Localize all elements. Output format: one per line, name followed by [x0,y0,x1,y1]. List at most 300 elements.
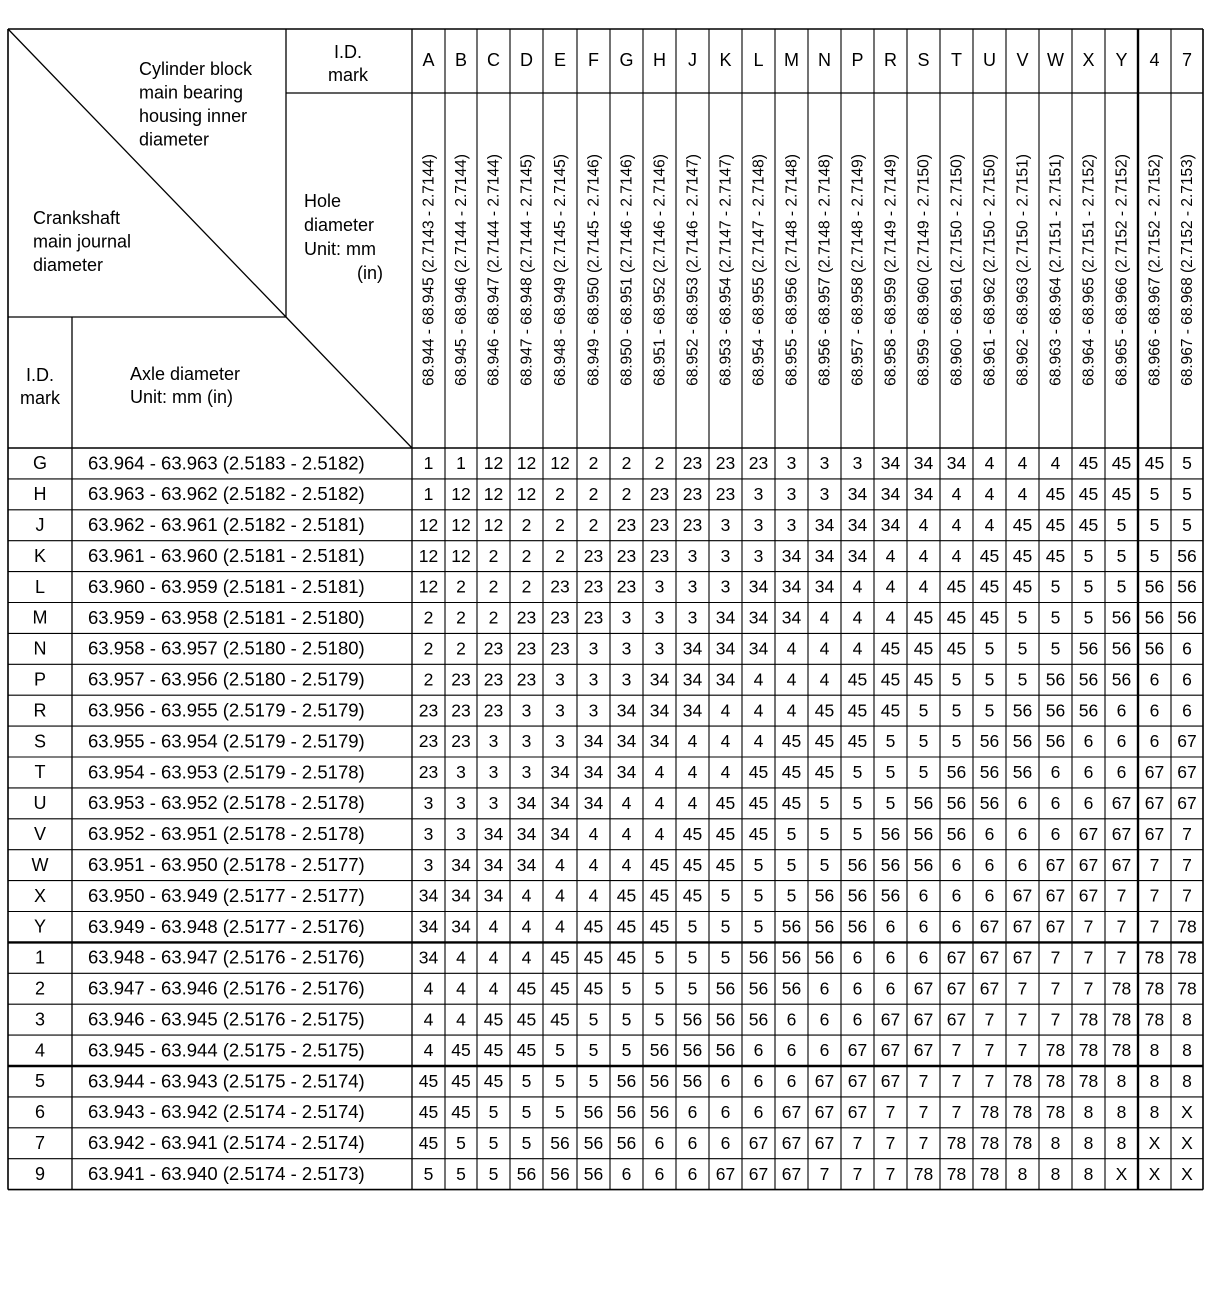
bearing-grade-cell: 5 [852,762,863,783]
bearing-grade-cell: 45 [946,607,967,628]
bearing-grade-cell: 3 [521,700,532,721]
bearing-grade-cell: 2 [555,483,565,504]
bearing-grade-cell: 4 [984,453,995,474]
bearing-grade-cell: 6 [720,1071,731,1092]
bearing-grade-cell: 7 [918,1132,929,1153]
bearing-grade-cell: 8 [1083,1163,1094,1184]
bearing-grade-cell: 6 [819,1009,830,1030]
bearing-grade-cell: 7 [951,1101,962,1122]
bearing-grade-cell: 67 [913,1009,934,1030]
bearing-grade-cell: 5 [1050,607,1061,628]
bearing-grade-cell: 56 [814,916,835,937]
bearing-grade-cell: 3 [687,607,698,628]
bearing-grade-cell: 23 [682,514,703,535]
row-axle-diameter: 63.951 - 63.950 (2.5178 - 2.5177) [88,854,365,876]
bearing-grade-cell: 5 [1149,545,1160,566]
bearing-grade-cell: 8 [1149,1040,1160,1061]
bearing-grade-cell: X [1181,1163,1193,1184]
bearing-grade-cell: 6 [1182,669,1192,690]
bearing-grade-cell: 2 [456,607,466,628]
row-id-mark: U [33,793,47,814]
bearing-grade-cell: 5 [555,1071,565,1092]
bearing-grade-cell: 2 [588,453,599,474]
bearing-grade-cell: 5 [852,823,863,844]
bearing-grade-cell: 5 [521,1071,532,1092]
crankshaft-label: Crankshaft [33,207,121,228]
bearing-grade-cell: 6 [654,1132,665,1153]
bearing-grade-cell: 56 [649,1071,670,1092]
diagonal-line [286,317,412,448]
bearing-grade-cell: 23 [550,576,570,597]
bearing-grade-cell: 6 [720,1132,731,1153]
bearing-grade-cell: X [1148,1132,1161,1153]
bearing-grade-cell: 34 [781,607,802,628]
column-id-mark: R [884,49,897,70]
bearing-grade-cell: 4 [720,762,731,783]
bearing-grade-cell: 67 [814,1071,835,1092]
row-id-mark: V [33,824,47,844]
bearing-grade-cell: 5 [1149,483,1160,504]
bearing-grade-cell: 56 [979,762,1000,783]
bearing-grade-cell: 4 [786,700,797,721]
bearing-grade-cell: 3 [621,638,632,659]
bearing-grade-cell: 34 [649,731,670,752]
bearing-grade-cell: 45 [516,1040,537,1061]
bearing-grade-cell: 6 [753,1040,764,1061]
bearing-grade-cell: 67 [748,1163,769,1184]
bearing-grade-cell: 4 [654,792,665,813]
bearing-grade-cell: 67 [1078,823,1099,844]
bearing-grade-cell: 67 [1045,854,1066,875]
hole-diameter-unit: Unit: mm [304,238,376,259]
bearing-grade-cell: 56 [715,1040,736,1061]
bearing-grade-cell: 78 [1177,916,1197,937]
bearing-grade-cell: 5 [1017,638,1028,659]
bearing-grade-cell: 6 [1083,762,1094,783]
bearing-grade-cell: 2 [488,545,499,566]
bearing-grade-cell: 3 [753,514,764,535]
bearing-grade-cell: 67 [946,947,967,968]
bearing-grade-cell: 5 [819,854,830,875]
bearing-grade-cell: 67 [781,1101,802,1122]
column-hole-diameter: 68.955 - 68.956 (2.7148 - 2.7148) [783,154,801,386]
bearing-grade-cell: 4 [687,731,698,752]
bearing-grade-cell: 45 [1078,483,1099,504]
bearing-grade-cell: 45 [583,947,604,968]
row-axle-diameter: 63.960 - 63.959 (2.5181 - 2.5181) [88,575,365,597]
column-hole-diameter: 68.966 - 68.967 (2.7152 - 2.7152) [1146,154,1164,386]
bearing-grade-cell: 56 [1078,669,1099,690]
bearing-grade-cell: 12 [451,483,471,504]
bearing-grade-cell: 2 [423,607,434,628]
column-id-mark: G [619,49,634,70]
bearing-grade-cell: 12 [418,514,439,535]
bearing-grade-cell: 23 [715,453,736,474]
bearing-grade-cell: 34 [583,731,604,752]
bearing-grade-cell: 45 [418,1132,439,1153]
bearing-grade-cell: 4 [951,545,962,566]
bearing-grade-cell: 12 [550,453,570,474]
bearing-grade-cell: 2 [456,576,466,597]
bearing-grade-cell: 6 [885,978,896,999]
row-axle-diameter: 63.949 - 63.948 (2.5177 - 2.5176) [88,915,365,937]
bearing-grade-cell: 56 [682,1040,703,1061]
bearing-grade-cell: 67 [1045,885,1066,906]
bearing-grade-cell: 34 [781,576,802,597]
bearing-grade-cell: 4 [753,731,764,752]
bearing-grade-cell: 3 [819,453,830,474]
bearing-grade-cell: 7 [1017,1009,1028,1030]
bearing-grade-cell: 7 [951,1071,962,1092]
bearing-grade-cell: 67 [847,1040,868,1061]
column-hole-diameter: 68.965 - 68.966 (2.7152 - 2.7152) [1113,154,1131,386]
column-hole-diameter: 68.961 - 68.962 (2.7150 - 2.7150) [981,154,999,386]
bearing-grade-cell: 5 [1182,453,1192,474]
bearing-grade-cell: 7 [918,1071,929,1092]
bearing-grade-cell: 56 [748,1009,769,1030]
axle-diameter-unit: Unit: mm (in) [130,386,233,407]
bearing-grade-cell: 56 [1045,700,1066,721]
row-id-mark: 6 [34,1102,46,1123]
column-hole-diameter: 68.949 - 68.950 (2.7145 - 2.7146) [585,154,603,386]
bearing-grade-cell: 6 [786,1071,797,1092]
column-id-mark: J [688,49,697,70]
bearing-grade-cell: 23 [516,607,537,628]
row-axle-diameter: 63.954 - 63.953 (2.5179 - 2.5178) [88,761,365,783]
axle-diameter-label: Axle diameter [130,363,241,384]
bearing-grade-cell: 4 [654,823,665,844]
bearing-grade-cell: 45 [913,669,934,690]
bearing-grade-cell: 78 [913,1163,934,1184]
bearing-grade-cell: 5 [488,1101,499,1122]
bearing-grade-cell: 7 [984,1009,995,1030]
bearing-grade-cell: 3 [753,483,764,504]
bearing-grade-cell: 3 [423,854,434,875]
bearing-grade-cell: 56 [748,978,769,999]
column-id-mark: L [753,49,764,70]
bearing-grade-cell: 56 [682,1009,703,1030]
column-hole-diameter: 68.962 - 68.963 (2.7150 - 2.7151) [1014,154,1032,386]
row-axle-diameter: 63.952 - 63.951 (2.5178 - 2.5178) [88,823,365,845]
bearing-grade-cell: 23 [418,762,439,783]
id-mark-column-header: mark [328,64,368,85]
bearing-grade-cell: 7 [1017,978,1028,999]
bearing-grade-cell: 4 [423,1040,434,1061]
bearing-grade-cell: 45 [847,669,868,690]
bearing-grade-cell: 5 [687,916,698,937]
column-hole-diameter: 68.948 - 68.949 (2.7145 - 2.7145) [552,154,570,386]
row-id-mark: R [33,700,47,721]
row-id-mark: T [34,762,46,783]
bearing-grade-cell: 34 [483,854,504,875]
bearing-grade-cell: 6 [1083,792,1094,813]
bearing-grade-cell: 45 [748,792,769,813]
bearing-grade-cell: 12 [483,514,504,535]
bearing-grade-cell: 67 [1012,947,1033,968]
row-id-mark: J [35,515,45,535]
row-axle-diameter: 63.950 - 63.949 (2.5177 - 2.5177) [88,884,365,906]
bearing-grade-cell: 7 [1182,885,1192,906]
bearing-grade-cell: 34 [649,700,670,721]
bearing-grade-cell: 5 [984,669,995,690]
bearing-grade-cell: 5 [423,1163,434,1184]
bearing-grade-cell: 7 [852,1163,863,1184]
hole-diameter-label: diameter [304,214,375,235]
bearing-grade-cell: 78 [979,1101,1000,1122]
bearing-grade-cell: 5 [456,1132,466,1153]
column-id-mark: 7 [1181,49,1193,70]
bearing-grade-cell: 67 [1111,823,1132,844]
row-axle-diameter: 63.947 - 63.946 (2.5176 - 2.5176) [88,977,365,999]
bearing-grade-cell: 56 [913,823,934,844]
bearing-grade-cell: 5 [786,885,797,906]
bearing-grade-cell: 5 [654,1009,665,1030]
bearing-grade-cell: 4 [720,700,731,721]
bearing-grade-cell: 78 [1078,1071,1099,1092]
bearing-grade-cell: 3 [621,607,632,628]
bearing-grade-cell: 5 [720,947,731,968]
bearing-grade-cell: 12 [516,483,537,504]
bearing-grade-cell: 4 [687,762,698,783]
bearing-grade-cell: 45 [1045,483,1066,504]
bearing-grade-cell: 78 [1111,978,1132,999]
bearing-grade-cell: 78 [979,1163,1000,1184]
id-mark-column-header: I.D. [333,41,363,62]
bearing-grade-cell: 45 [781,792,802,813]
bearing-grade-cell: 23 [682,483,703,504]
bearing-grade-cell: 7 [1116,947,1127,968]
bearing-grade-cell: 3 [720,514,731,535]
bearing-grade-cell: 4 [588,823,599,844]
bearing-grade-cell: 5 [621,978,632,999]
bearing-grade-cell: 8 [1083,1101,1094,1122]
bearing-grade-cell: 7 [1182,823,1192,844]
bearing-grade-cell: 56 [616,1071,637,1092]
bearing-grade-cell: 23 [483,638,504,659]
bearing-grade-cell: 5 [654,947,665,968]
bearing-grade-cell: 4 [753,700,764,721]
bearing-grade-cell: 67 [1111,792,1132,813]
bearing-grade-cell: 34 [946,453,967,474]
bearing-grade-cell: 56 [715,978,736,999]
bearing-grade-cell: 12 [451,514,471,535]
bearing-grade-cell: 56 [682,1071,703,1092]
bearing-grade-cell: 4 [819,607,830,628]
column-hole-diameter: 68.963 - 68.964 (2.7151 - 2.7151) [1047,154,1065,386]
bearing-grade-cell: 34 [483,823,504,844]
row-id-mark: L [34,576,46,597]
bearing-grade-cell: 5 [786,854,797,875]
bearing-grade-cell: 45 [451,1101,471,1122]
cylinder-block-label: diameter [139,129,210,150]
bearing-grade-cell: 7 [1116,885,1127,906]
bearing-grade-cell: 7 [1116,916,1127,937]
bearing-grade-cell: 45 [649,885,670,906]
bearing-grade-cell: 8 [1182,1071,1192,1092]
bearing-grade-cell: 23 [451,700,471,721]
bearing-grade-cell: 45 [516,1009,537,1030]
column-hole-diameter: 68.959 - 68.960 (2.7149 - 2.7150) [915,154,933,386]
bearing-grade-cell: 5 [918,700,929,721]
bearing-grade-cell: 7 [984,1040,995,1061]
row-id-mark: N [33,638,47,659]
bearing-grade-cell: 45 [715,823,736,844]
bearing-grade-cell: 4 [819,669,830,690]
bearing-grade-cell: 5 [588,1071,599,1092]
bearing-grade-cell: 12 [418,576,439,597]
bearing-grade-cell: 5 [819,823,830,844]
bearing-grade-cell: 34 [682,700,703,721]
bearing-grade-cell: 23 [583,576,604,597]
bearing-grade-cell: 34 [748,638,769,659]
bearing-grade-cell: 45 [1111,453,1132,474]
bearing-grade-cell: 34 [847,545,868,566]
bearing-grade-cell: 3 [555,669,565,690]
bearing-grade-cell: 5 [885,762,896,783]
row-axle-diameter: 63.946 - 63.945 (2.5176 - 2.5175) [88,1008,365,1030]
bearing-grade-cell: 4 [819,638,830,659]
crankshaft-label: diameter [33,254,104,275]
bearing-grade-cell: 67 [1012,916,1033,937]
column-id-mark: X [1082,49,1095,70]
row-id-mark: S [33,731,47,752]
bearing-grade-cell: 8 [1116,1101,1127,1122]
bearing-grade-cell: 3 [456,792,466,813]
bearing-grade-cell: 5 [918,731,929,752]
bearing-grade-cell: 23 [418,700,439,721]
bearing-grade-cell: 4 [984,514,995,535]
bearing-grade-cell: 45 [550,947,570,968]
bearing-grade-cell: 23 [550,638,570,659]
bearing-grade-cell: 34 [451,916,471,937]
bearing-grade-cell: 5 [951,731,962,752]
bearing-grade-cell: 45 [913,607,934,628]
bearing-grade-cell: 7 [1149,885,1160,906]
bearing-grade-cell: 3 [654,607,665,628]
column-hole-diameter: 68.967 - 68.968 (2.7152 - 2.7153) [1179,154,1197,386]
bearing-grade-cell: 5 [555,1101,565,1122]
bearing-grade-cell: 4 [521,916,532,937]
bearing-grade-cell: 56 [946,792,967,813]
column-id-mark: E [553,49,567,70]
bearing-grade-cell: 45 [880,669,901,690]
bearing-grade-cell: 78 [1144,978,1165,999]
bearing-grade-cell: 56 [583,1132,604,1153]
bearing-grade-cell: 56 [1045,669,1066,690]
bearing-grade-cell: 34 [748,607,769,628]
bearing-grade-cell: 56 [847,885,868,906]
bearing-grade-cell: 3 [654,576,665,597]
bearing-grade-cell: X [1115,1163,1128,1184]
bearing-grade-cell: 23 [451,731,471,752]
bearing-grade-cell: 45 [550,1009,570,1030]
bearing-grade-cell: 67 [715,1163,736,1184]
bearing-grade-cell: 3 [521,731,532,752]
bearing-grade-cell: 2 [555,545,565,566]
bearing-grade-cell: 67 [1078,854,1099,875]
bearing-grade-cell: 45 [583,978,604,999]
bearing-grade-cell: 56 [748,947,769,968]
bearing-grade-cell: 56 [516,1163,537,1184]
bearing-grade-cell: 2 [588,514,599,535]
bearing-grade-cell: 56 [715,1009,736,1030]
bearing-grade-cell: 78 [946,1163,967,1184]
bearing-grade-cell: 5 [1050,638,1061,659]
bearing-grade-cell: 7 [885,1132,896,1153]
bearing-grade-cell: 8 [1050,1163,1061,1184]
cylinder-block-label: main bearing [139,82,244,103]
column-id-mark: U [983,49,996,70]
bearing-grade-cell: 6 [720,1101,731,1122]
bearing-grade-cell: 45 [946,576,967,597]
bearing-grade-cell: X [1181,1101,1193,1122]
bearing-grade-cell: 67 [1078,885,1099,906]
bearing-grade-cell: 56 [880,885,901,906]
bearing-grade-cell: 4 [621,854,632,875]
bearing-grade-cell: 45 [418,1101,439,1122]
bearing-grade-cell: 3 [786,483,797,504]
bearing-grade-cell: 3 [588,669,599,690]
bearing-grade-cell: 34 [418,885,439,906]
bearing-grade-cell: 56 [880,854,901,875]
bearing-grade-cell: 56 [1177,576,1197,597]
bearing-grade-cell: 56 [1078,700,1099,721]
bearing-grade-cell: 67 [1144,792,1165,813]
bearing-grade-cell: 8 [1116,1071,1127,1092]
bearing-grade-cell: 56 [979,792,1000,813]
bearing-grade-cell: 6 [621,1163,632,1184]
bearing-grade-cell: X [1148,1163,1161,1184]
bearing-grade-cell: 45 [715,854,736,875]
bearing-grade-cell: 5 [720,885,731,906]
column-id-mark: D [520,49,533,70]
hole-diameter-unit: (in) [357,262,383,283]
bearing-grade-cell: 7 [885,1101,896,1122]
bearing-grade-cell: 34 [616,762,637,783]
column-hole-diameter: 68.946 - 68.947 (2.7144 - 2.7144) [485,154,503,386]
bearing-grade-cell: 2 [423,669,434,690]
bearing-grade-cell: 23 [583,545,604,566]
bearing-grade-cell: 34 [880,453,901,474]
bearing-grade-cell: 4 [885,607,896,628]
bearing-grade-cell: 78 [1177,978,1197,999]
column-id-mark: A [422,49,435,70]
bearing-grade-cell: 5 [1017,669,1028,690]
bearing-grade-cell: 6 [786,1040,797,1061]
bearing-grade-cell: 4 [456,978,466,999]
bearing-grade-cell: 5 [753,916,764,937]
bearing-grade-cell: 4 [423,1009,434,1030]
bearing-grade-cell: 56 [946,823,967,844]
bearing-grade-cell: 12 [418,545,439,566]
bearing-grade-cell: 34 [880,483,901,504]
column-id-mark: P [851,49,864,70]
bearing-grade-cell: 12 [483,453,504,474]
bearing-grade-cell: 34 [814,576,835,597]
bearing-grade-cell: 34 [616,731,637,752]
row-axle-diameter: 63.945 - 63.944 (2.5175 - 2.5175) [88,1039,365,1061]
bearing-grade-cell: 12 [483,483,504,504]
column-id-mark: F [588,49,599,70]
bearing-grade-cell: 56 [814,947,835,968]
bearing-grade-cell: 23 [748,453,769,474]
bearing-grade-cell: 5 [1050,576,1061,597]
bearing-grade-cell: 34 [847,483,868,504]
bearing-grade-cell: 34 [583,792,604,813]
bearing-grade-cell: 34 [715,638,736,659]
bearing-grade-cell: 7 [1050,1009,1061,1030]
bearing-grade-cell: 67 [880,1071,901,1092]
